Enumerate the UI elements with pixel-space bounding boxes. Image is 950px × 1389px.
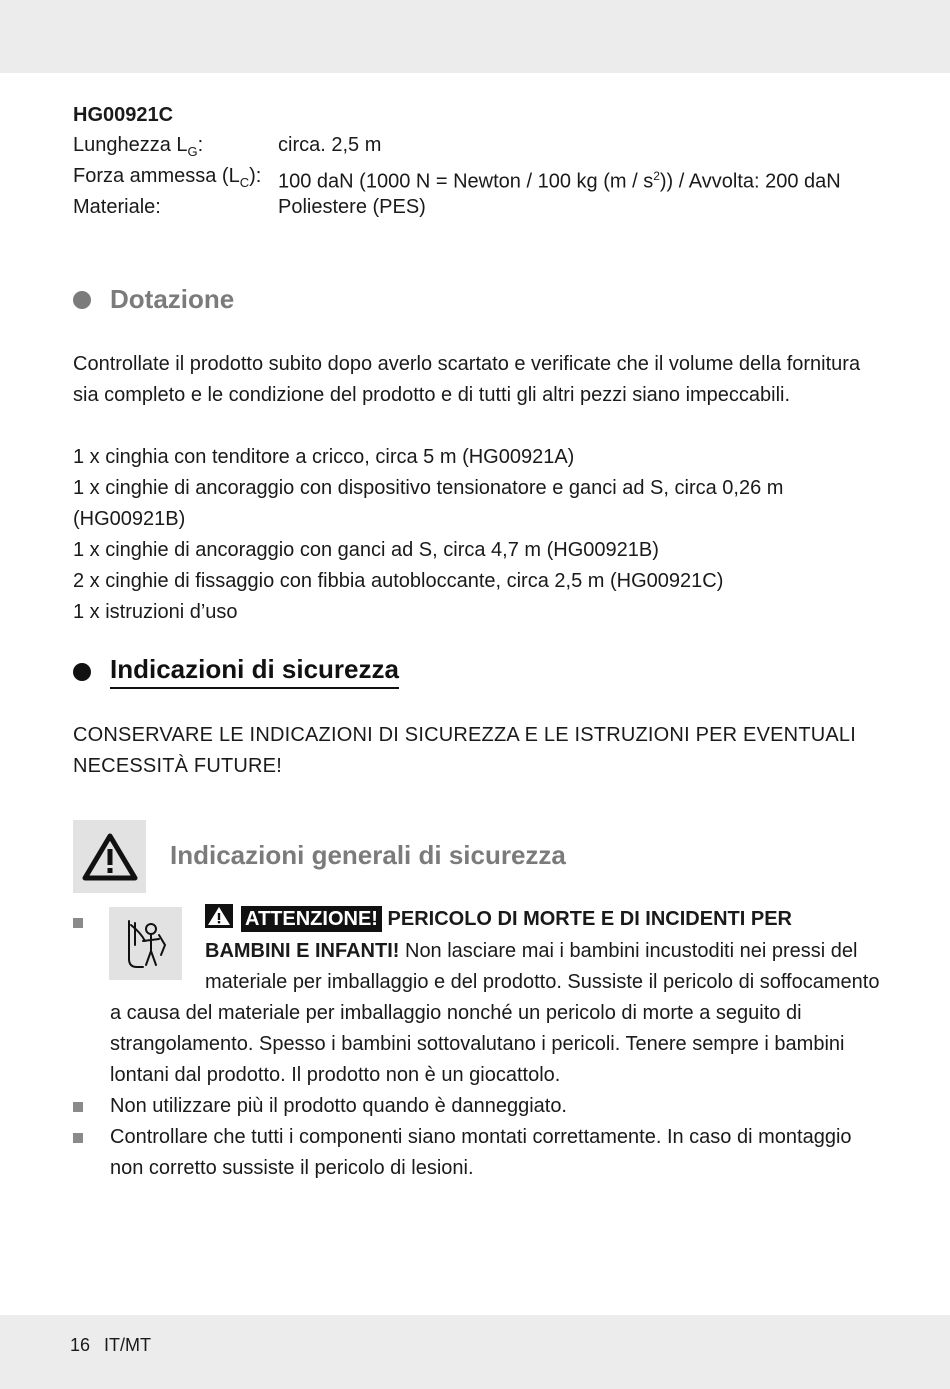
warning-line-4: a causa del materiale per imballaggio nonché un pericolo di morte a seguito di [110,1002,802,1024]
safety-bullet-3-line-1: Controllare che tutti i componenti siano montati correttamente. In caso di montaggio [110,1126,852,1148]
warning-triangle-icon [82,832,138,882]
warning-triangle-small-icon [205,904,233,928]
page-footer [70,1333,165,1357]
spec-row-material: Materiale: Poliestere (PES) [73,196,426,218]
warning-line-1: ATTENZIONE! PERICOLO DI MORTE E DI INCIDENTI PER [205,904,792,935]
model-code: HG00921C [73,104,174,126]
warning-tag: ATTENZIONE! [241,906,382,932]
child-hazard-box [109,907,182,980]
section-heading-dotazione: Dotazione [73,284,234,315]
bullet-square-icon [73,918,83,928]
bullet-square-icon [73,1133,83,1143]
bullet-square-icon [73,1102,83,1112]
page-number: 16 [70,1335,91,1355]
safety-notice: CONSERVARE LE INDICAZIONI DI SICUREZZA E LE ISTRUZIONI PER EVENTUALI NECESSITÀ FUTURE! [73,724,857,777]
safety-bullet-2: Non utilizzare più il prodotto quando è danneggiato. [110,1095,567,1117]
list-item: 1 x cinghia con tenditore a cricco, circa 5 m (HG00921A) [73,446,575,468]
list-item: 1 x istruzioni d’uso [73,601,238,623]
section-heading-sicurezza: Indicazioni di sicurezza [73,654,399,689]
bullet-dot-icon [73,291,91,309]
child-hazard-icon [121,915,171,973]
spec-row-length: Lunghezza $L_G$: circa. 2,5 m [73,134,382,159]
safety-bullet-3-line-2: non corretto sussiste il pericolo di lesioni. [110,1157,474,1179]
top-band [0,0,950,73]
contents-list [73,442,883,628]
warning-line-3: materiale per imballaggio e del prodotto. Sussiste il pericolo di soffocamento [205,971,880,993]
dotazione-intro: Controllate il prodotto subito dopo averlo scartato e verificate che il volume della fornitura sia completo e le condizione del prodotto e di tutti gli altri pezzi siano impeccabili. [73,353,861,406]
list-item: 1 x cinghie di ancoraggio con ganci ad S, circa 4,7 m (HG00921B) [73,539,659,561]
locale-code: IT/MT [104,1335,152,1355]
list-item: 1 x cinghie di ancoraggio con dispositivo tensionatore e ganci ad S, circa 0,26 m (HG00921B) [73,477,784,530]
warning-box [73,820,146,893]
warning-line-2: BAMBINI E INFANTI! Non lasciare mai i bambini incustoditi nei pressi del [205,940,858,962]
bullet-dot-icon [73,663,91,681]
list-item: 2 x cinghie di fissaggio con fibbia autobloccante, circa 2,5 m (HG00921C) [73,570,724,592]
warning-line-5: strangolamento. Spesso i bambini sottovalutano i pericoli. Tenere sempre i bambini [110,1033,845,1055]
spec-block [73,100,893,223]
general-safety-heading: Indicazioni generali di sicurezza [170,840,566,870]
spec-row-force: Forza ammessa $(L_C)$: 100 daN (1000 N = Newton / 100 kg $(m / s^2)$) / Avvolta: 200 daN [73,165,841,193]
warning-line-6: lontani dal prodotto. Il prodotto non è un giocattolo. [110,1064,561,1086]
